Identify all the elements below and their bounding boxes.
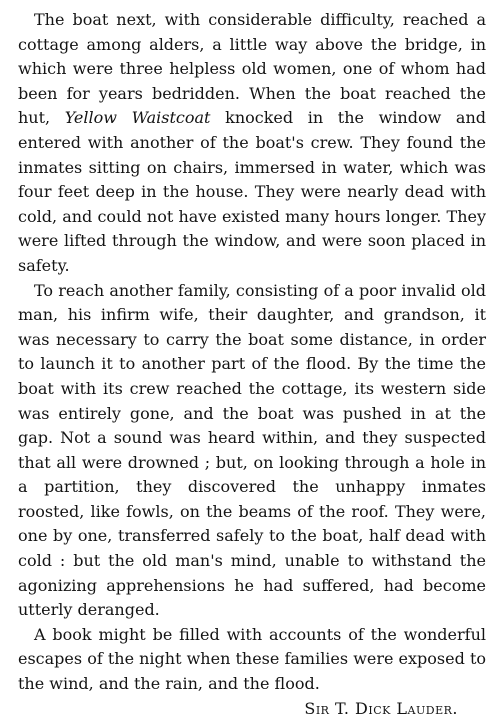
paragraph-boat-rescue-women <box>18 8 486 279</box>
paragraph-text-start: The boat next, with considerable difficulty, reached a cottage among alders, a little way above the bridge, in which were three helpless old women, one of whom had been for years bedridden. When the boat reached the hut, <box>18 10 486 128</box>
emphasis-name: Yellow Waistcoat <box>64 108 211 128</box>
paragraph-text-end: knocked in the window and entered with another of the boat's crew. They found the inmates sitting on chairs, immersed in water, which was four feet deep in the house. They were nearly dead with cold, and could not have existed many hours longer. They were lifted through the window, and were soon placed in safety. <box>18 108 487 275</box>
paragraph-invalid-family: To reach another family, consisting of a poor invalid old man, his infirm wife, their daughter, and grandson, it was necessary to carry the boat some distance, in order to launch it to another part of the flood. By the time the boat with its crew reached the cottage, its western side was entirely gone, and the boat was pushed in at the gap. Not a sound was heard within, and they suspected that all were drowned ; but, on looking through a hole in a partition, they discovered the unhappy inmates roosted, like fowls, on the beams of the roof. They were, one by one, transferred safely to the boat, half dead with cold : but the old man's mind, unable to withstand the agonizing apprehensions he had suffered, had become utterly deranged. <box>18 280 486 620</box>
text-page <box>18 8 486 721</box>
paragraph-book-escapes: A book might be filled with accounts of the wonderful escapes of the night when these families were exposed to the wind, and the rain, and the flood. <box>18 624 486 694</box>
attribution: Sir T. Dick Lauder. <box>304 698 458 718</box>
